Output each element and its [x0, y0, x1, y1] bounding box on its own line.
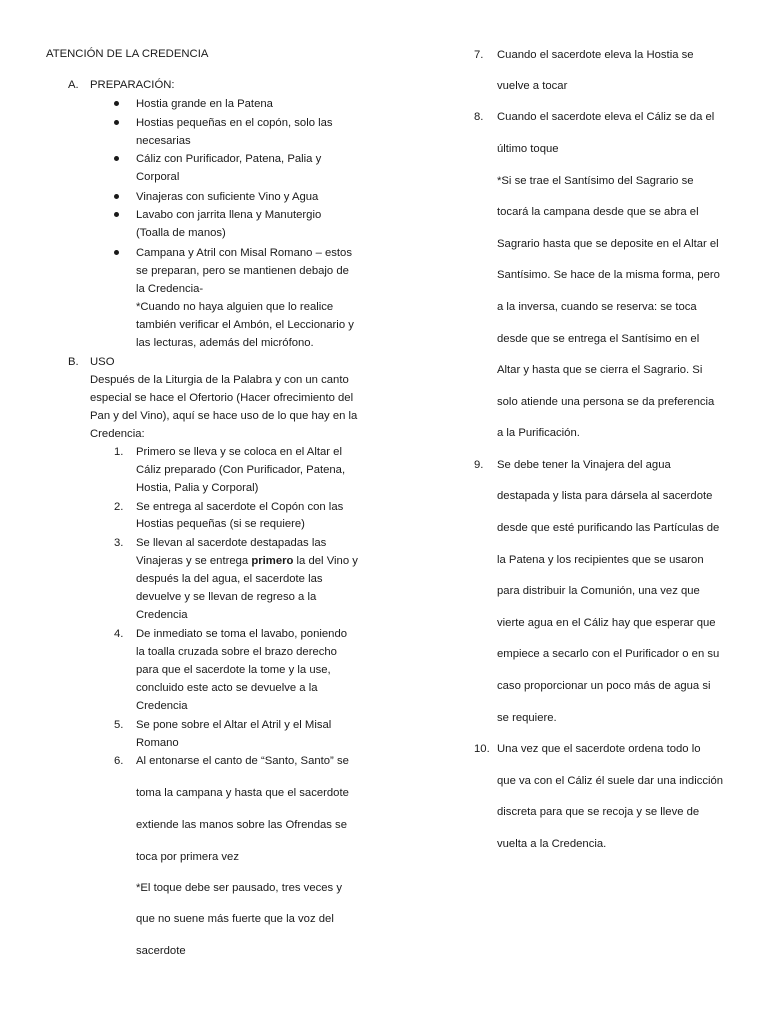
step-text: discreta para que se recoja y se lleve de: [497, 806, 700, 818]
intro-text: especial se hace el Ofertorio (Hacer ofrecimiento del: [90, 392, 354, 404]
list-item: necesarias: [136, 135, 191, 147]
section-a-heading: PREPARACIÓN:: [90, 79, 175, 91]
step-text: Credencia: [136, 700, 188, 712]
step-number: 1.: [114, 446, 124, 458]
step-text: que va con el Cáliz él suele dar una indicción: [497, 775, 724, 787]
step-number: 2.: [114, 501, 124, 513]
step-text: Credencia: [136, 609, 188, 621]
step-text: Se entrega al sacerdote el Copón con las: [136, 501, 344, 513]
step-text: Hostias pequeñas (si se requiere): [136, 518, 305, 530]
note-text: las lecturas, además del micrófono.: [136, 337, 314, 349]
intro-text: Credencia:: [90, 428, 145, 440]
step-text: destapada y lista para dársela al sacerdote: [497, 490, 713, 502]
intro-text: Después de la Liturgia de la Palabra y con un canto: [90, 374, 349, 386]
step-text: *El toque debe ser pausado, tres veces y: [136, 882, 342, 894]
step-text: De inmediato se toma el lavabo, poniendo: [136, 628, 348, 640]
step-text: Cuando el sacerdote eleva la Hostia se: [497, 49, 694, 61]
list-item: Vinajeras con suficiente Vino y Agua: [136, 191, 319, 203]
step-text: *Si se trae el Santísimo del Sagrario se: [497, 175, 694, 187]
note-text: también verificar el Ambón, el Leccionario y: [136, 319, 354, 331]
step-text: concluido este acto se devuelve a la: [136, 682, 318, 694]
bullet-icon: [114, 156, 119, 161]
section-a-letter: A.: [68, 79, 79, 91]
step-number: 3.: [114, 537, 124, 549]
step-text: devuelve y se llevan de regreso a la: [136, 591, 317, 603]
list-item: Campana y Atril con Misal Romano – estos: [136, 247, 352, 259]
bullet-icon: [114, 212, 119, 217]
step-text: para distribuir la Comunión, una vez que: [497, 585, 700, 597]
step-text: vuelta a la Credencia.: [497, 838, 607, 850]
step-text: toca por primera vez: [136, 851, 239, 863]
section-b-heading: USO: [90, 356, 115, 368]
step-text: Hostia, Palia y Corporal): [136, 482, 259, 494]
step-text: empiece a secarlo con el Purificador o en su: [497, 648, 720, 660]
list-item: Lavabo con jarrita llena y Manutergio: [136, 209, 322, 221]
list-item: se preparan, pero se mantienen debajo de: [136, 265, 349, 277]
step-text: vierte agua en el Cáliz hay que esperar que: [497, 617, 716, 629]
step-number: 10.: [474, 743, 490, 755]
step-text: la Patena y los recipientes que se usaron: [497, 554, 704, 566]
intro-text: Pan y del Vino), aquí se hace uso de lo que hay en la: [90, 410, 358, 422]
section-b-letter: B.: [68, 356, 79, 368]
step-text: tocará la campana desde que se abra el: [497, 206, 699, 218]
step-number: 5.: [114, 719, 124, 731]
step-text: Romano: [136, 737, 179, 749]
step-text: Se debe tener la Vinajera del agua: [497, 459, 671, 471]
step-text: Una vez que el sacerdote ordena todo lo: [497, 743, 701, 755]
step-text: Se pone sobre el Altar el Atril y el Misal: [136, 719, 332, 731]
step-text: para que el sacerdote la tome y la use,: [136, 664, 331, 676]
list-item: Corporal: [136, 171, 180, 183]
bullet-icon: [114, 101, 119, 106]
step-text: Cáliz preparado (Con Purificador, Patena,: [136, 464, 346, 476]
page-title: ATENCIÓN DE LA CREDENCIA: [46, 48, 209, 60]
list-item: Hostias pequeñas en el copón, solo las: [136, 117, 333, 129]
step-text: Cuando el sacerdote eleva el Cáliz se da el: [497, 111, 715, 123]
step-number: 4.: [114, 628, 124, 640]
step-text: caso proporcionar un poco más de agua si: [497, 680, 711, 692]
step-number: 8.: [474, 111, 484, 123]
step-text: que no suene más fuerte que la voz del: [136, 913, 334, 925]
step-text: Se llevan al sacerdote destapadas las: [136, 537, 327, 549]
step-number: 7.: [474, 49, 484, 61]
step-text: la toalla cruzada sobre el brazo derecho: [136, 646, 337, 658]
step-text: a la Purificación.: [497, 427, 580, 439]
bullet-icon: [114, 250, 119, 255]
list-item: (Toalla de manos): [136, 227, 226, 239]
step-text: Al entonarse el canto de “Santo, Santo” se: [136, 755, 349, 767]
step-text: último toque: [497, 143, 559, 155]
step-text: desde que esté purificando las Partículas de: [497, 522, 720, 534]
list-item: Hostia grande en la Patena: [136, 98, 273, 110]
step-text: a la inversa, cuando se reserva: se toca: [497, 301, 697, 313]
step-text: se requiere.: [497, 712, 557, 724]
step-text: Altar y hasta que se cierra el Sagrario. Si: [497, 364, 703, 376]
bullet-icon: [114, 120, 119, 125]
step-text: Primero se lleva y se coloca en el Altar el: [136, 446, 342, 458]
step-text: desde que se entrega el Santísimo en el: [497, 333, 700, 345]
bullet-icon: [114, 194, 119, 199]
step-text: vuelve a tocar: [497, 80, 568, 92]
step-text: después la del agua, el sacerdote las: [136, 573, 323, 585]
step-number: 9.: [474, 459, 484, 471]
step-text: solo atiende una persona se da preferencia: [497, 396, 715, 408]
note-text: *Cuando no haya alguien que lo realice: [136, 301, 334, 313]
list-item: la Credencia-: [136, 283, 204, 295]
step-text-emphasis-line: Vinajeras y se entrega primero la del Vino y: [136, 555, 358, 567]
list-item: Cáliz con Purificador, Patena, Palia y: [136, 153, 322, 165]
step-number: 6.: [114, 755, 124, 767]
step-text: extiende las manos sobre las Ofrendas se: [136, 819, 347, 831]
step-text: Sagrario hasta que se deposite en el Altar el: [497, 238, 719, 250]
step-text: sacerdote: [136, 945, 186, 957]
emphasis-text: primero: [251, 555, 294, 567]
step-text: Santísimo. Se hace de la misma forma, pero: [497, 269, 720, 281]
step-text: toma la campana y hasta que el sacerdote: [136, 787, 349, 799]
